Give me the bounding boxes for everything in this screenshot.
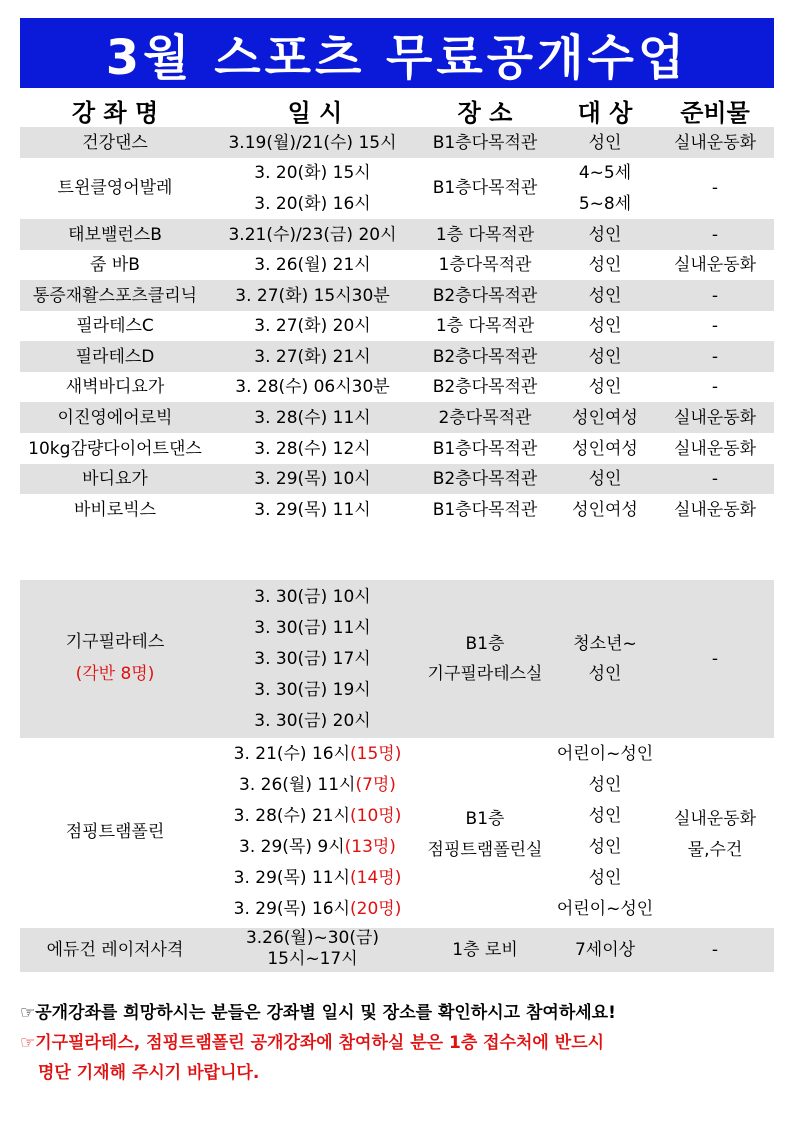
course-name: 점핑트램폴린 (65, 822, 165, 842)
course-item: - (711, 316, 719, 336)
course-date: 3. 29(목) 11시 (254, 499, 371, 520)
header-target: 대 상 (577, 99, 633, 127)
course-name: 필라테스C (76, 316, 154, 336)
course-item: 실내운동화 (673, 255, 757, 275)
course-target: 5~8세 (578, 194, 632, 214)
table-row-trampoline (20, 738, 774, 928)
course-date: 3. 27(화) 15시30분 (235, 285, 390, 306)
course-place: 1층다목적관 (438, 255, 532, 275)
course-note: (각반 8명) (75, 664, 155, 684)
course-target: 성인 (588, 285, 622, 306)
course-name: 태보밸런스B (68, 224, 162, 245)
course-target: 성인 (588, 255, 622, 275)
course-item: - (711, 285, 719, 306)
course-date: 3. 28(수) 12시 (254, 438, 371, 459)
table-row-pilates (20, 580, 774, 738)
course-place: 1층 다목적관 (435, 316, 535, 336)
course-name: 이진영에어로빅 (57, 407, 173, 428)
course-item: 물,수건 (687, 840, 743, 860)
course-place: B2층다목적관 (432, 469, 538, 489)
table-row-laser (20, 928, 774, 972)
course-time: 15시~17시 (267, 949, 358, 969)
course-target: 어린이~성인 (556, 744, 654, 764)
course-item: 실내운동화 (673, 407, 757, 428)
course-target: 7세이상 (574, 940, 636, 960)
table-row (20, 433, 774, 464)
course-target: 청소년~ (573, 634, 637, 654)
course-item: 실내운동화 (673, 809, 757, 829)
course-date (210, 864, 425, 892)
course-place: 1층 로비 (452, 940, 518, 960)
table-row (20, 372, 774, 402)
table-header (20, 93, 774, 125)
table-row (20, 127, 774, 158)
course-item: - (711, 469, 719, 489)
course-date (210, 771, 425, 799)
course-target: 성인 (588, 806, 622, 826)
course-name: 필라테스D (75, 346, 155, 367)
course-date (210, 833, 425, 861)
course-place: B1층 (465, 809, 505, 829)
course-item: - (711, 377, 719, 397)
course-place: B1층다목적관 (432, 499, 538, 520)
course-place: B1층 (465, 634, 505, 654)
course-place: B1층다목적관 (432, 132, 538, 153)
course-place: 1층 다목적관 (435, 224, 535, 245)
course-item: - (711, 178, 719, 198)
note-2: ☞기구필라테스, 점핑트램폴린 공개강좌에 참여하실 분은 1층 접수처에 반드시 (20, 1033, 605, 1053)
course-date: 3. 27(화) 20시 (254, 316, 371, 336)
course-target: 성인 (588, 469, 622, 489)
course-place: B1층다목적관 (432, 438, 538, 459)
course-date: 3. 20(화) 15시 (254, 163, 371, 183)
course-date (210, 895, 425, 923)
course-name: 건강댄스 (82, 132, 148, 153)
session-time: 3. 29(목) 11시 (233, 868, 351, 888)
table-row (20, 280, 774, 311)
table-row (20, 402, 774, 433)
course-name: 새벽바디요가 (65, 377, 165, 397)
course-target: 성인 (588, 316, 622, 336)
course-target: 성인여성 (572, 407, 638, 428)
session-capacity: (10명) (350, 806, 402, 826)
course-target: 성인 (588, 377, 622, 397)
course-name: 바비로빅스 (73, 499, 157, 520)
course-place: B2층다목적관 (432, 285, 538, 306)
table-row (20, 341, 774, 372)
session-capacity: (7명) (355, 775, 396, 795)
course-item: 실내운동화 (673, 499, 757, 520)
course-target: 성인 (588, 664, 622, 684)
table-row (20, 250, 774, 280)
course-date: 3. 30(금) 20시 (254, 711, 371, 731)
course-name: 줌 바B (90, 255, 140, 275)
session-capacity: (13명) (344, 837, 396, 857)
course-place: B1층다목적관 (432, 178, 538, 198)
session-time: 3. 26(월) 11시 (239, 775, 356, 795)
course-date: 3. 20(화) 16시 (254, 194, 371, 214)
course-target: 성인 (588, 868, 622, 888)
course-name: 통증재활스포츠클리닉 (32, 285, 198, 306)
course-date: 3. 30(금) 10시 (254, 587, 371, 607)
course-item: 실내운동화 (673, 438, 757, 459)
course-name: 트윈클영어발레 (57, 178, 173, 198)
table-row (20, 311, 774, 341)
course-date: 3. 26(월) 21시 (254, 255, 371, 275)
header-name: 강 좌 명 (71, 99, 159, 127)
course-target: 성인 (588, 346, 622, 367)
course-name: 바디요가 (82, 469, 148, 489)
course-name: 10kg감량다이어트댄스 (28, 438, 202, 459)
course-target: 성인 (588, 837, 622, 857)
header-place: 장 소 (457, 99, 513, 127)
course-item: - (711, 940, 719, 960)
course-date (210, 740, 425, 768)
course-target: 어린이~성인 (556, 899, 654, 919)
session-time: 3. 21(수) 16시 (233, 744, 351, 764)
session-time: 3. 29(목) 16시 (233, 899, 351, 919)
course-item: - (711, 346, 719, 367)
course-date: 3. 28(수) 06시30분 (235, 377, 390, 397)
table-row (20, 464, 774, 494)
course-date: 3. 30(금) 19시 (254, 680, 371, 700)
course-target: 4~5세 (578, 163, 632, 183)
course-item: - (711, 224, 719, 245)
course-place: 점핑트램폴린실 (427, 840, 543, 860)
course-place: B2층다목적관 (432, 377, 538, 397)
session-capacity: (14명) (350, 868, 402, 888)
header-item: 준비물 (680, 99, 750, 127)
course-target: 성인 (588, 224, 622, 245)
table-row (20, 157, 774, 219)
header-date: 일 시 (287, 99, 343, 127)
course-name: 에듀건 레이저사격 (46, 940, 184, 960)
course-date (210, 802, 425, 830)
course-target: 성인 (588, 132, 622, 153)
course-date: 3. 28(수) 11시 (254, 407, 371, 428)
course-place: B2층다목적관 (432, 346, 538, 367)
course-date: 3.26(월)~30(금) (245, 928, 380, 948)
course-target: 성인여성 (572, 438, 638, 459)
session-time: 3. 29(목) 9시 (239, 837, 345, 857)
course-date: 3.21(수)/23(금) 20시 (228, 224, 397, 245)
course-date: 3. 29(목) 10시 (254, 469, 371, 489)
course-date: 3.19(월)/21(수) 15시 (228, 132, 397, 153)
table-row (20, 494, 774, 580)
course-target: 성인 (588, 775, 622, 795)
page-title: 3월 스포츠 무료공개수업 (20, 18, 774, 88)
course-name: 기구필라테스 (65, 632, 165, 652)
table-row (20, 219, 774, 250)
session-capacity: (15명) (350, 744, 402, 764)
course-target: 성인여성 (572, 499, 638, 520)
note-1: ☞공개강좌를 희망하시는 분들은 강좌별 일시 및 장소를 확인하시고 참여하세요! (20, 1003, 616, 1023)
course-date: 3. 30(금) 11시 (254, 618, 371, 638)
session-time: 3. 28(수) 21시 (233, 806, 351, 826)
course-item: 실내운동화 (673, 132, 757, 153)
note-2-cont: 명단 기재해 주시기 바랍니다. (38, 1063, 260, 1083)
course-item: - (711, 649, 719, 669)
course-date: 3. 30(금) 17시 (254, 649, 371, 669)
session-capacity: (20명) (350, 899, 402, 919)
course-place: 2층다목적관 (438, 407, 532, 428)
course-place: 기구필라테스실 (427, 664, 543, 684)
notes (20, 998, 780, 1088)
course-date: 3. 27(화) 21시 (254, 346, 371, 367)
